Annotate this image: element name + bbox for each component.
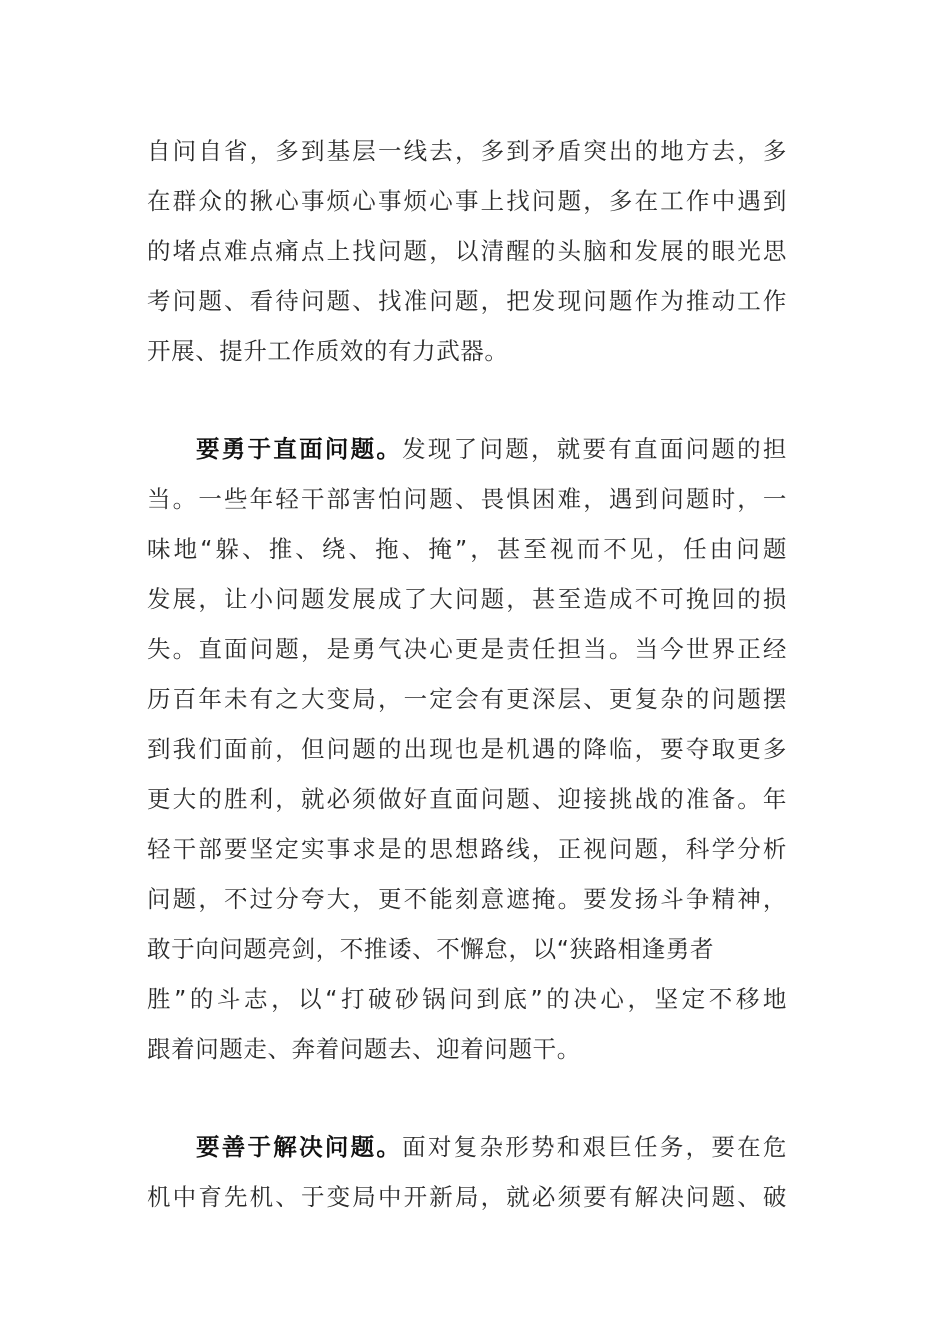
text-line: 到我们面前，但问题的出现也是机遇的降临，要夺取更多 xyxy=(147,735,787,763)
text-line: 历百年未有之大变局，一定会有更深层、更复杂的问题摆 xyxy=(147,685,787,713)
text-line: 更大的胜利，就必须做好直面问题、迎接挑战的准备。年 xyxy=(147,785,787,813)
text-line: 失。直面问题，是勇气决心更是责任担当。当今世界正经 xyxy=(147,635,787,663)
text-line: 发展，让小问题发展成了大问题，甚至造成不可挽回的损 xyxy=(147,585,787,613)
text-line: 考问题、看待问题、找准问题，把发现问题作为推动工作 xyxy=(147,287,787,315)
text-line: 轻干部要坚定实事求是的思想路线，正视问题，科学分析 xyxy=(147,835,787,863)
text-line: 的堵点难点痛点上找问题，以清醒的头脑和发展的眼光思 xyxy=(147,237,787,265)
text-line: 开展、提升工作质效的有力武器。 xyxy=(147,337,509,365)
text-line: 当。一些年轻干部害怕问题、畏惧困难，遇到问题时，一 xyxy=(147,485,787,513)
text-line: 机中育先机、于变局中开新局，就必须要有解决问题、破 xyxy=(147,1183,787,1211)
paragraph-heading: 要勇于直面问题。 xyxy=(196,435,403,463)
paragraph-first-line xyxy=(196,429,787,469)
text-line: 敢于向问题亮剑，不推诿、不懈怠，以“狭路相逢勇者 xyxy=(147,935,715,963)
paragraph-first-line xyxy=(196,1127,787,1167)
text-span: 发现了问题，就要有直面问题的担 xyxy=(402,435,787,463)
text-line: 问题，不过分夸大，更不能刻意遮掩。要发扬斗争精神， xyxy=(147,885,787,913)
text-line: 自问自省，多到基层一线去，多到矛盾突出的地方去，多 xyxy=(147,137,787,165)
text-line: 在群众的揪心事烦心事烦心事上找问题，多在工作中遇到 xyxy=(147,187,787,215)
text-line: 跟着问题走、奔着问题去、迎着问题干。 xyxy=(147,1035,581,1063)
text-line: 胜”的斗志，以“打破砂锅问到底”的决心，坚定不移地 xyxy=(147,985,787,1013)
text-line: 味地“躲、推、绕、拖、掩”，甚至视而不见，任由问题 xyxy=(147,535,787,563)
text-span: 面对复杂形势和艰巨任务，要在危 xyxy=(402,1133,787,1161)
paragraph-heading: 要善于解决问题。 xyxy=(196,1133,403,1161)
